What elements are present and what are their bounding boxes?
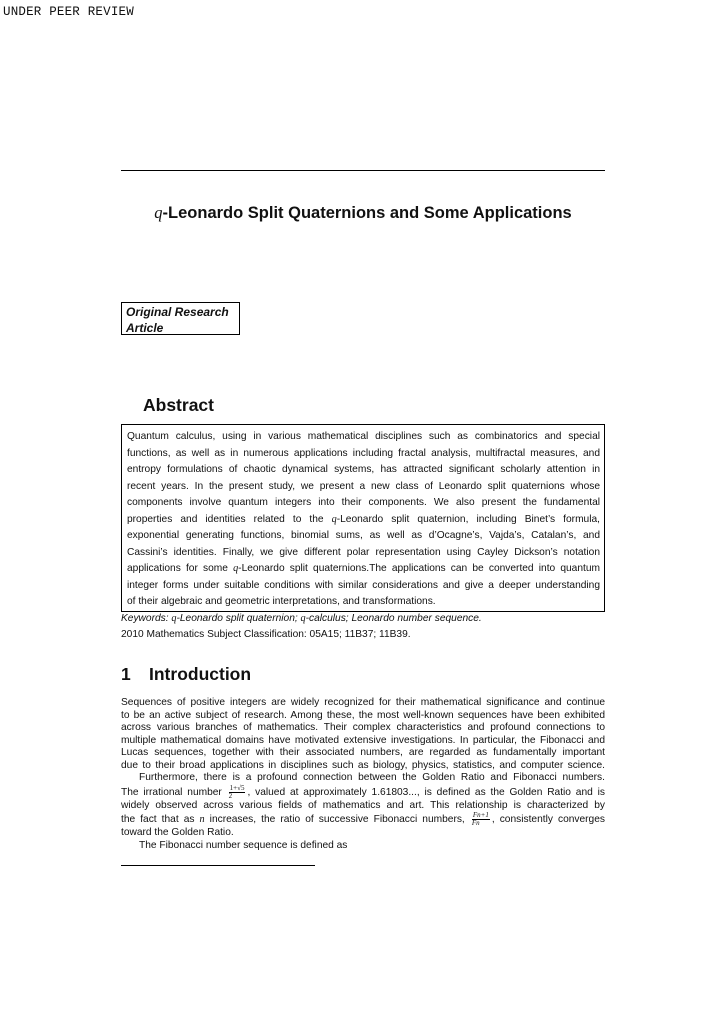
body-line: widely observed across various fields of mathematics and art. This relationship is characterized by — [121, 799, 605, 811]
abstract-line — [127, 561, 600, 578]
article-type-box — [121, 302, 240, 335]
fraction-numerator: 1+√5 — [229, 783, 245, 792]
title-q-symbol: q — [154, 203, 163, 222]
body-line: The Fibonacci number sequence is defined as — [139, 839, 348, 851]
body-text: The irrational number — [121, 786, 227, 798]
section-heading-introduction — [121, 664, 251, 685]
q-symbol: q — [171, 613, 177, 624]
golden-ratio-fraction — [229, 785, 246, 800]
abstract-box — [121, 424, 605, 612]
body-text: , valued at approximately 1.61803..., is defined as the Golden Ratio and is — [247, 786, 605, 798]
keywords-text: -Leonardo split quaternion; — [176, 613, 301, 624]
body-line — [121, 785, 605, 800]
fraction-numerator: Fn+1 — [472, 811, 489, 819]
section-title: Introduction — [149, 664, 252, 684]
keywords-text: -calculus; Leonardo number sequence. — [305, 613, 482, 624]
paper-title — [121, 203, 605, 223]
body-text: the fact that as — [121, 814, 200, 826]
n-variable: n — [199, 814, 205, 826]
msc-classification: 2010 Mathematics Subject Classification: 05A15; 11B37; 11B39. — [121, 629, 411, 640]
footnote-rule — [121, 865, 315, 866]
q-symbol: q — [233, 563, 239, 574]
fraction-denominator: Fn — [471, 819, 480, 827]
body-line: Sequences of positive integers are widely recognized for their mathematical significance and continue — [121, 697, 605, 708]
body-text: , consistently converges — [491, 814, 605, 826]
fibonacci-ratio-fraction — [472, 812, 490, 827]
abstract-line: Quantum calculus, using in various mathematical disciplines such as combinatorics and special — [127, 431, 600, 442]
body-line: to be an active subject of research. Among these, the most well-known sequences have been exhibited — [121, 709, 605, 721]
abstract-line: Cassini’s identities. Finally, we give different polar representation using Cayley Dickson’s notation — [127, 546, 600, 558]
article-type-line2: Article — [126, 321, 164, 335]
section-number: 1 — [121, 664, 131, 684]
keywords-label: Keywords: — [121, 613, 172, 624]
keywords — [121, 613, 482, 624]
abstract-line: integer forms under suitable conditions with similar considerations and give a deeper understanding — [127, 579, 600, 591]
abstract-text: properties and identities related to the — [127, 513, 332, 525]
article-type-line1: Original Research — [126, 305, 229, 319]
q-symbol: q — [331, 513, 337, 525]
body-line — [121, 812, 605, 827]
abstract-line: recent years. In the present study, we present a new class of Leonardo split quaternions whose — [127, 480, 600, 492]
body-line: Furthermore, there is a profound connection between the Golden Ratio and Fibonacci numbers. — [139, 772, 605, 783]
header-rule — [121, 170, 605, 171]
introduction-body — [121, 697, 605, 852]
abstract-line: functions, as well as in numerous applications including fractal analysis, multifractal measures, and — [127, 447, 600, 459]
body-line: Lucas sequences, together with their associated numbers, are regarded as fundamentally important — [121, 747, 605, 758]
body-text: increases, the ratio of successive Fibonacci numbers, — [204, 814, 470, 826]
title-text: -Leonardo Split Quaternions and Some Applications — [162, 204, 572, 222]
body-line: due to their broad applications in disciplines such as biology, physics, statistics, and computer science. — [121, 759, 605, 771]
abstract-line: components involve quantum integers into their components. We also present the fundamental — [127, 497, 600, 508]
body-line: multiple mathematical domains have motivated extensive investigations. In particular, the Fibonacci and — [121, 734, 605, 746]
body-line: across various branches of mathematics. Their complex characteristics and profound connections to — [121, 722, 605, 733]
abstract-text: -Leonardo split quaternions.The applications can be converted into quantum — [238, 563, 600, 574]
abstract-line: entropy formulations of chaotic dynamical systems, has attracted significant scholarly attention in — [127, 464, 600, 475]
abstract-line: of their algebraic and geometric interpretations, and transformations. — [127, 596, 436, 607]
under-review-watermark: UNDER PEER REVIEW — [3, 5, 134, 19]
body-line: toward the Golden Ratio. — [121, 827, 234, 838]
abstract-text: -Leonardo split quaternion, including Binet’s formula, — [336, 513, 600, 525]
fraction-denominator: 2 — [228, 791, 233, 800]
abstract-heading: Abstract — [143, 395, 214, 415]
abstract-text: applications for some — [127, 563, 234, 574]
abstract-line: exponential generating functions, binomial sums, as well as d’Ocagne’s, Vajda’s, Catalan’s, and — [127, 530, 600, 541]
abstract-line — [127, 512, 600, 529]
q-symbol: q — [300, 613, 306, 624]
